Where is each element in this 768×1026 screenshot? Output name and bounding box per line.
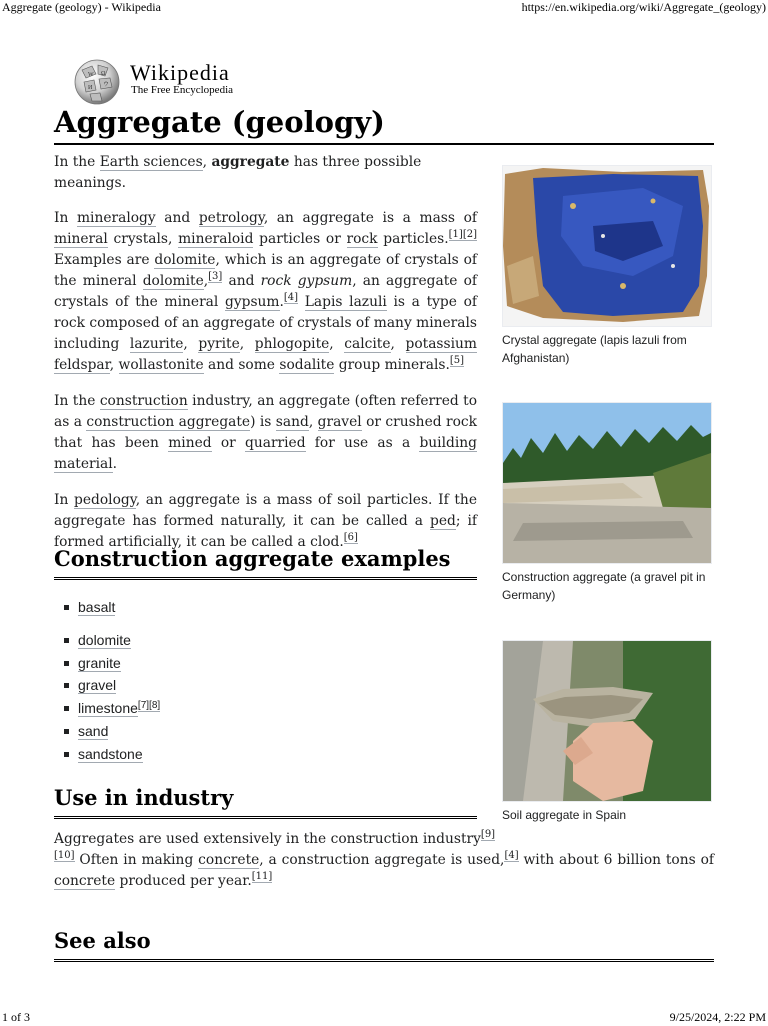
ref-link-3[interactable]: [3] xyxy=(208,271,223,283)
link-quarried[interactable]: quarried xyxy=(245,435,306,451)
intro-paragraph xyxy=(54,152,477,194)
link-concrete[interactable]: concrete xyxy=(198,852,260,868)
text: , xyxy=(202,154,212,170)
text: and xyxy=(155,210,199,226)
ref xyxy=(344,532,358,544)
gravel-pit-illustration xyxy=(503,403,711,563)
list-item xyxy=(54,697,477,720)
ref-link-7[interactable]: [7] xyxy=(137,699,150,711)
text: , xyxy=(390,336,406,352)
text: , xyxy=(183,336,199,352)
text: particles or xyxy=(253,231,347,247)
soil-aggregate-image[interactable] xyxy=(502,640,712,802)
page-title: Aggregate (geology) xyxy=(54,103,714,145)
ref xyxy=(252,871,273,883)
link-granite[interactable]: granite xyxy=(78,654,121,671)
link-dolomite-rock[interactable]: dolomite xyxy=(154,252,216,268)
logo-wordmark: Wikipedia xyxy=(130,60,230,85)
text: . xyxy=(279,294,284,310)
print-page-number: 1 of 3 xyxy=(2,1010,30,1024)
link-mined[interactable]: mined xyxy=(168,435,212,451)
link-pedology[interactable]: pedology xyxy=(74,492,136,508)
link-basalt[interactable]: basalt xyxy=(78,599,116,615)
link-mineral[interactable]: mineral xyxy=(54,231,108,247)
text: , a construction aggregate is used, xyxy=(259,852,505,868)
gravel-pit-image[interactable] xyxy=(502,402,712,564)
print-url: https://en.wikipedia.org/wiki/Aggregate_(geology) xyxy=(521,0,766,14)
link-pyrite[interactable]: pyrite xyxy=(198,336,240,352)
text: Often in making xyxy=(74,852,199,868)
examples-list xyxy=(54,596,477,766)
print-header xyxy=(0,0,768,16)
text: , xyxy=(109,357,119,373)
ref-link-10[interactable]: [10] xyxy=(54,850,75,862)
link-sand[interactable]: sand xyxy=(275,414,309,430)
link-ped[interactable]: ped xyxy=(429,513,456,529)
text: group minerals. xyxy=(334,357,450,373)
ref-link-11[interactable]: [11] xyxy=(251,871,273,883)
figure-lapis-lazuli xyxy=(502,165,710,367)
list-item xyxy=(54,720,477,743)
text: industry, an aggregate (often referred to as a xyxy=(54,393,477,430)
text: with about 6 billion tons of xyxy=(518,852,714,868)
link-rock[interactable]: rock xyxy=(346,231,378,247)
text: , xyxy=(308,414,318,430)
text: , an aggregate is a mass of xyxy=(263,210,477,226)
text: In xyxy=(54,210,77,226)
link-dolomite-mineral[interactable]: dolomite xyxy=(142,273,204,289)
section-construction-examples xyxy=(54,545,477,580)
link-gravel[interactable]: gravel xyxy=(317,414,362,430)
text: particles. xyxy=(377,231,449,247)
link-mineraloid[interactable]: mineraloid xyxy=(178,231,254,247)
figure-gravel-pit xyxy=(502,402,710,604)
text: , xyxy=(203,273,209,289)
ref-link-4[interactable]: [4] xyxy=(283,292,299,304)
text: and xyxy=(222,273,261,289)
ref-link-4b[interactable]: [4] xyxy=(504,850,519,862)
link-building-material[interactable]: building material xyxy=(54,435,477,472)
section-heading: Use in industry xyxy=(54,784,477,819)
link-sodalite[interactable]: sodalite xyxy=(279,357,335,373)
link-potassium-feldspar[interactable]: potassium feldspar xyxy=(54,336,477,373)
text: Examples are xyxy=(54,252,155,268)
text: or xyxy=(211,435,245,451)
ref-link-8[interactable]: [8] xyxy=(149,699,161,711)
list-item xyxy=(54,674,477,697)
list-item xyxy=(54,652,477,675)
ref-link-6[interactable]: [6] xyxy=(343,532,358,544)
figure-soil-aggregate xyxy=(502,640,710,824)
text: In the xyxy=(54,154,100,170)
print-datetime: 9/25/2024, 2:22 PM xyxy=(669,1010,766,1024)
text: Aggregates are used extensively in the construction industry xyxy=(54,831,481,847)
ref xyxy=(54,850,75,862)
link-concrete-2[interactable]: concrete xyxy=(54,873,116,889)
ref xyxy=(504,850,518,862)
ref-link-9[interactable]: [9] xyxy=(480,829,496,841)
text: and some xyxy=(203,357,280,373)
link-dolomite[interactable]: dolomite xyxy=(78,631,131,648)
link-gypsum[interactable]: gypsum xyxy=(225,294,280,310)
industry-paragraph xyxy=(54,829,714,892)
list-item xyxy=(54,596,477,619)
ref xyxy=(481,829,495,841)
text: or crushed rock that has been xyxy=(54,414,477,451)
article-body xyxy=(54,152,477,568)
logo-tagline: The Free Encyclopedia xyxy=(131,84,234,96)
ref xyxy=(284,292,298,304)
ref xyxy=(138,700,160,712)
lapis-lazuli-image[interactable] xyxy=(502,165,712,327)
svg-text:W: W xyxy=(88,72,94,78)
text: crystals, xyxy=(107,231,179,247)
section-heading: See also xyxy=(54,927,714,962)
link-construction[interactable]: construction xyxy=(99,393,188,409)
link-calcite[interactable]: calcite xyxy=(344,336,391,352)
text: has three possible meanings. xyxy=(54,154,422,191)
wikipedia-logo[interactable] xyxy=(72,56,272,108)
text: is a type of rock composed of an aggregate of crystals of many minerals including xyxy=(54,294,478,352)
link-sandstone[interactable]: sandstone xyxy=(78,745,143,762)
link-limestone[interactable]: limestone xyxy=(78,700,138,717)
text: , which is an aggregate of crystals of the mineral xyxy=(54,252,477,289)
text: ; if formed artificially, it can be called a clod. xyxy=(54,513,477,550)
text: In the xyxy=(54,393,100,409)
link-construction-aggregate[interactable]: construction aggregate xyxy=(86,414,251,430)
link-lazurite[interactable]: lazurite xyxy=(129,336,184,352)
list-item xyxy=(54,629,477,652)
link-earth-sciences[interactable]: Earth sciences xyxy=(99,154,203,170)
link-petrology[interactable]: petrology xyxy=(198,210,264,226)
link-mineralogy[interactable]: mineralogy xyxy=(76,210,156,226)
pedology-paragraph xyxy=(54,490,477,553)
section-use-in-industry xyxy=(54,784,477,819)
print-title: Aggregate (geology) - Wikipedia xyxy=(2,0,161,14)
ref-link-5[interactable]: [5] xyxy=(449,355,464,367)
mineralogy-paragraph xyxy=(54,208,477,376)
text: In xyxy=(54,492,75,508)
figure-caption: Soil aggregate in Spain xyxy=(502,808,627,822)
ref-link-2[interactable]: [2] xyxy=(462,229,477,241)
ref-link-1[interactable]: [1] xyxy=(448,229,463,241)
figure-caption: Construction aggregate (a gravel pit in Germany) xyxy=(502,570,706,602)
text: . xyxy=(112,456,118,472)
ref xyxy=(449,229,477,241)
list-item xyxy=(54,743,477,766)
ref xyxy=(208,271,222,283)
text: , an aggregate of crystals of the mineral xyxy=(54,273,477,310)
text: , xyxy=(329,336,345,352)
italic-term: rock gypsum xyxy=(260,273,353,289)
link-sand-list[interactable]: sand xyxy=(78,722,109,739)
svg-text:Ω: Ω xyxy=(101,71,106,77)
svg-text:И: И xyxy=(88,85,93,91)
ref xyxy=(450,355,464,367)
svg-text:ウ: ウ xyxy=(103,82,110,88)
soil-aggregate-illustration xyxy=(503,641,711,801)
link-phlogopite[interactable]: phlogopite xyxy=(254,336,330,352)
text xyxy=(298,294,305,310)
text: , an aggregate is a mass of soil particles. If the aggregate has formed naturally, it can be called a xyxy=(54,492,477,529)
wikipedia-globe-icon xyxy=(72,56,122,106)
link-gravel-list[interactable]: gravel xyxy=(78,677,117,694)
lapis-lazuli-illustration xyxy=(503,166,711,326)
bold-term: aggregate xyxy=(211,154,290,170)
link-wollastonite[interactable]: wollastonite xyxy=(118,357,204,373)
text: for use as a xyxy=(305,435,420,451)
construction-paragraph xyxy=(54,391,477,475)
section-see-also xyxy=(54,927,714,962)
text: produced per year. xyxy=(115,873,252,889)
figure-caption: Crystal aggregate (lapis lazuli from Afghanistan) xyxy=(502,333,687,365)
text: ) is xyxy=(250,414,276,430)
section-heading: Construction aggregate examples xyxy=(54,545,477,580)
text: , xyxy=(239,336,255,352)
link-lapis-lazuli[interactable]: Lapis lazuli xyxy=(304,294,387,310)
